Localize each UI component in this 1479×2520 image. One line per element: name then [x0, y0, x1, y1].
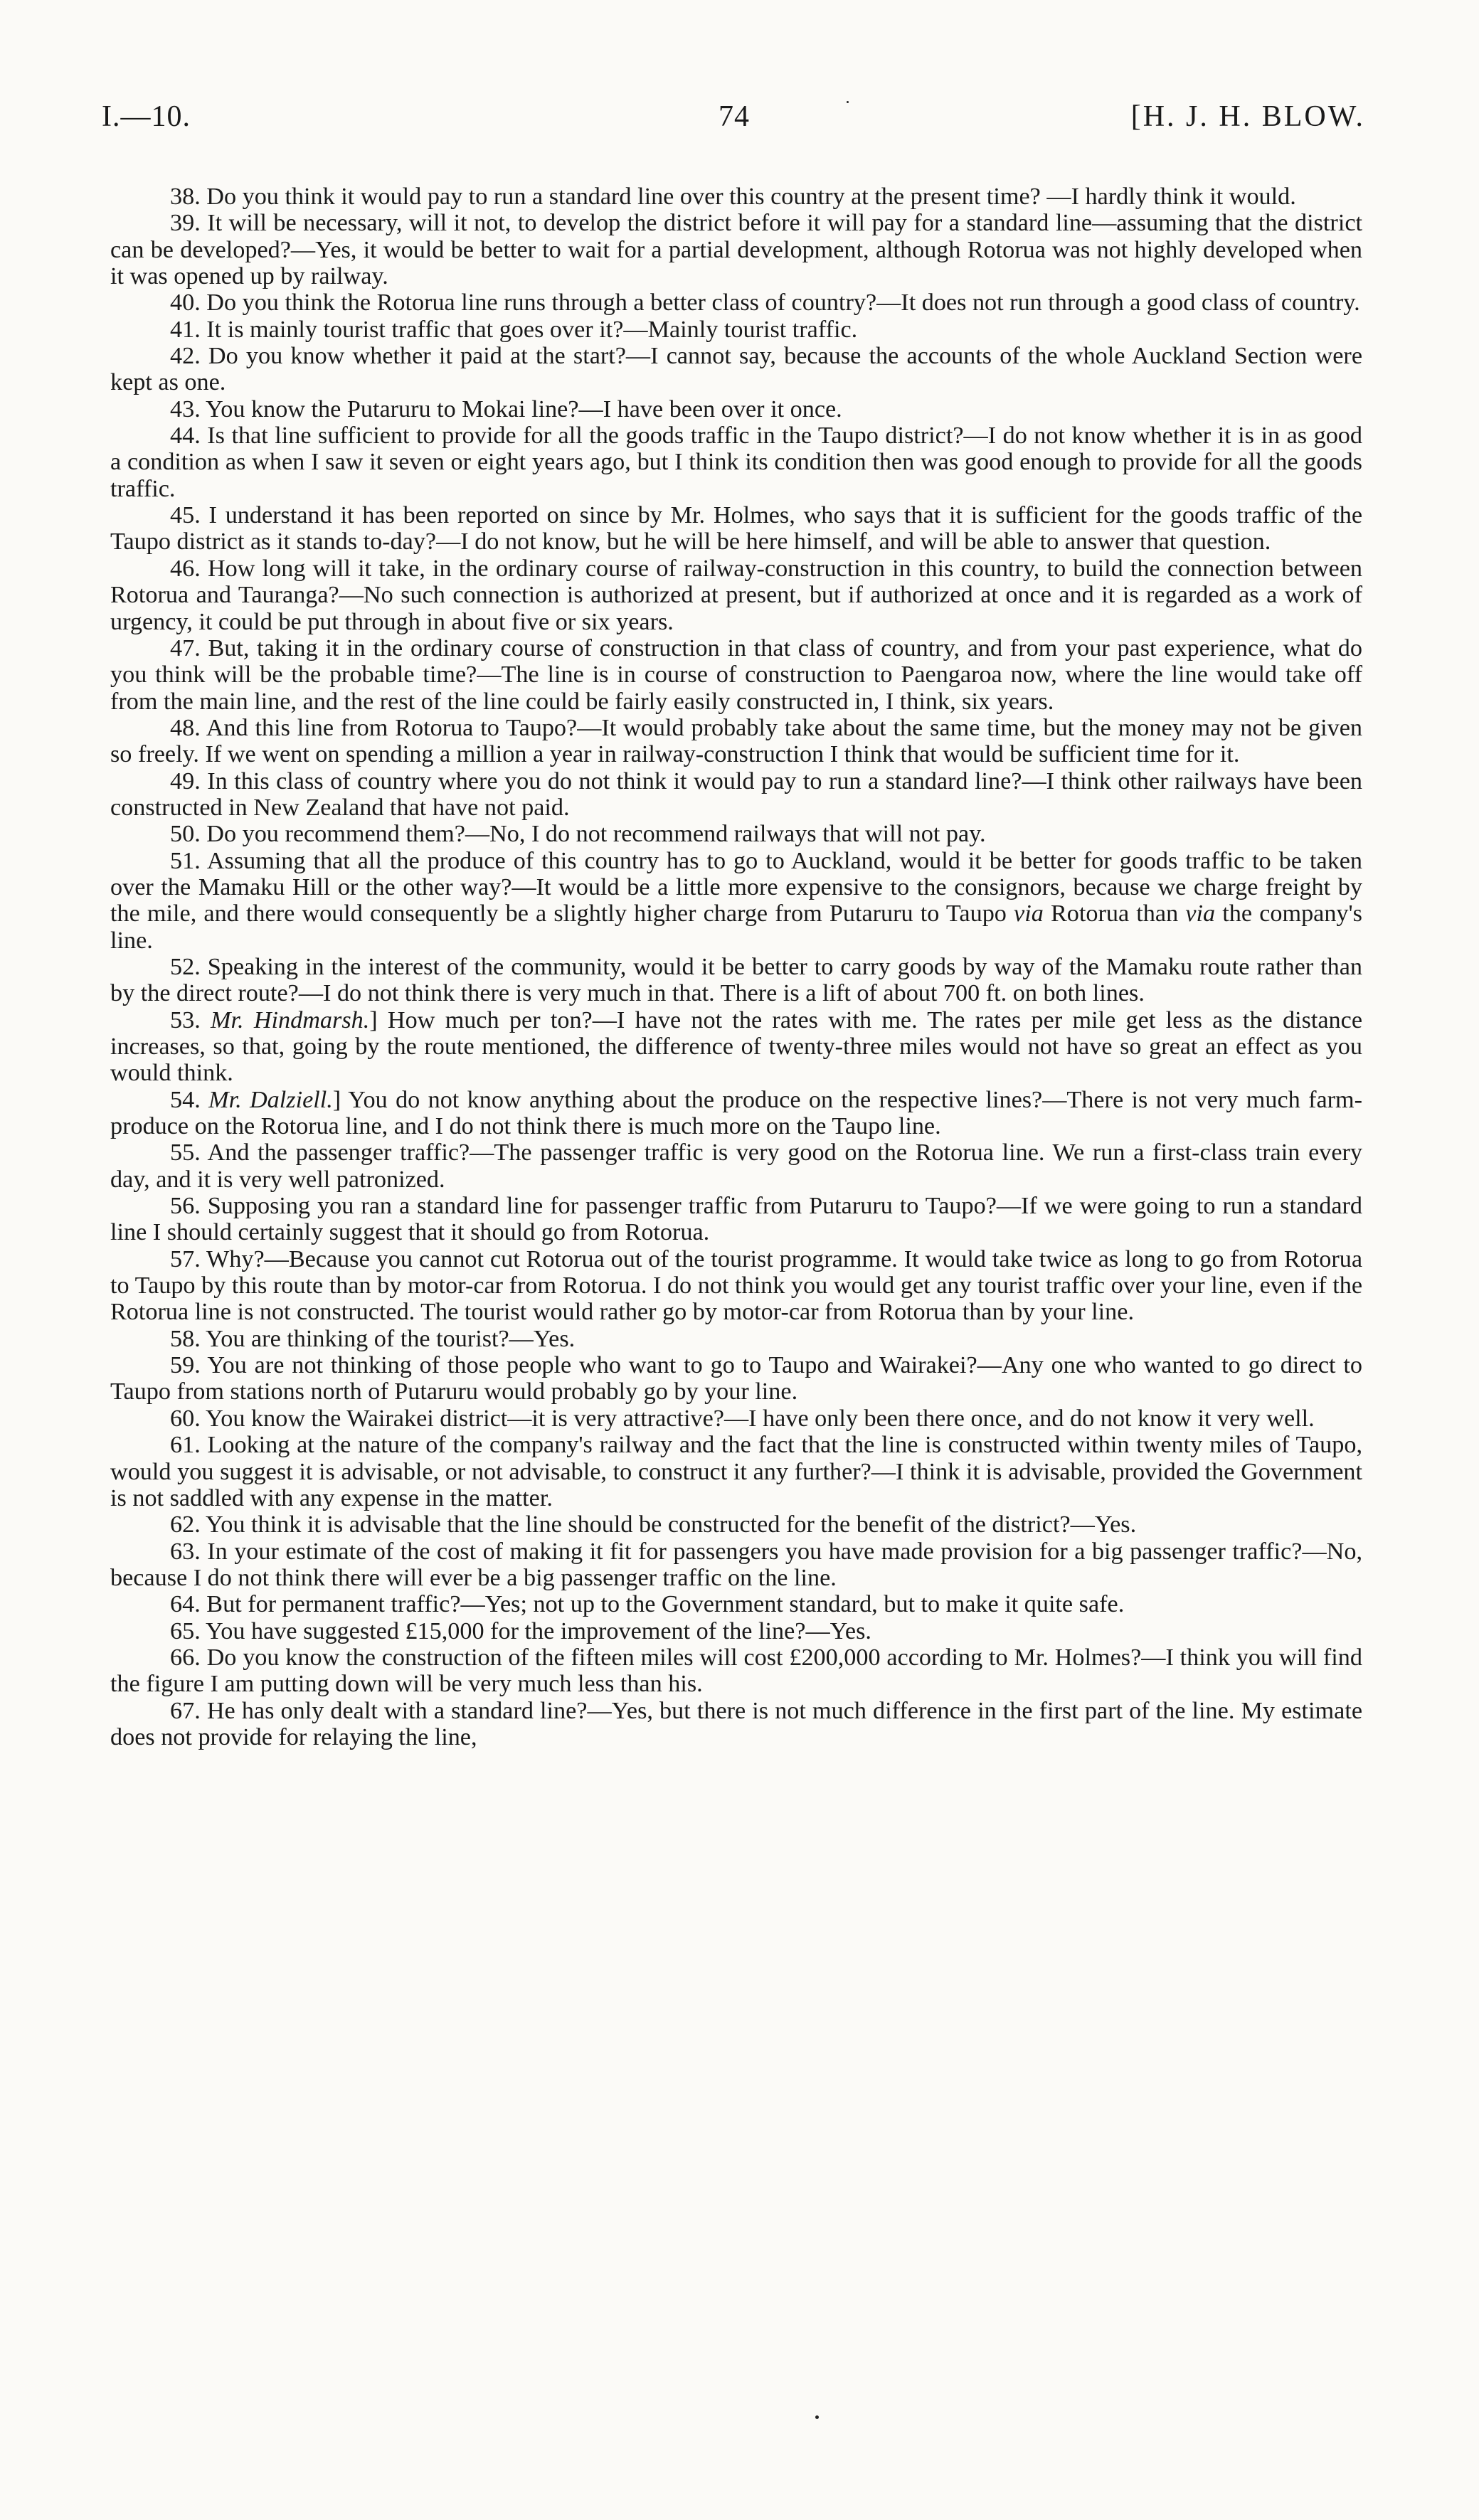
testimony-paragraph [110, 1326, 1362, 1352]
testimony-paragraph [110, 1139, 1362, 1193]
paragraph-text: 38. Do you think it would pay to run a standard line over this country at the present time? —I hardly think it would. [170, 184, 1296, 210]
testimony-paragraph [110, 502, 1362, 555]
paragraph-text: 46. How long will it take, in the ordinary course of railway-construction in this country, to build the connection between Rotorua and Tauranga?—No such connection is authorized at present, but if authorized at once and it is regarded as a work of urgency, it could be put through in about five or six years. [110, 555, 1362, 635]
paragraph-text: 52. Speaking in the interest of the community, would it be better to carry goods by way of the Mamaku route rather than by the direct route?—I do not think there is very much in that. There is a lift of about 700 ft. on both lines. [110, 953, 1362, 1007]
testimony-paragraph [110, 1193, 1362, 1246]
testimony-paragraph [110, 635, 1362, 715]
paragraph-text: the company's line. [110, 900, 1362, 954]
testimony-paragraph [110, 715, 1362, 768]
witness-name: [H. J. H. BLOW. [1130, 100, 1365, 133]
paragraph-text: 61. Looking at the nature of the company's railway and the fact that the line is constructed within twenty miles of Taupo, would you suggest it is advisable, or not advisable, to construct it any further?—I think it is advisable, provided the Government is not saddled with any expense in the matter. [110, 1432, 1362, 1511]
paragraph-text: ] How much per ton?—I have not the rates with me. The rates per mile get less as the distance increases, so that, going by the route mentioned, the difference of twenty-three miles would not have so great an effect as you would think. [110, 1006, 1362, 1087]
paragraph-text: 60. You know the Wairakei district—it is very attractive?—I have only been there once, and do not know it very well. [170, 1405, 1315, 1432]
italic-text: via [1185, 900, 1216, 927]
paragraph-text: 63. In your estimate of the cost of making it fit for passengers you have made provision for a big passenger traffic?—No, because I do not think there will ever be a big passenger traffic on the line. [110, 1538, 1362, 1591]
testimony-paragraph [110, 1087, 1362, 1140]
paragraph-text: 57. Why?—Because you cannot cut Rotorua out of the tourist programme. It would take twice as long to go from Rotorua to Taupo by this route than by motor-car from Rotorua. I do not think you would get any tourist traffic over your line, even if the Rotorua line is not constructed. The tourist would rather go by motor-car from Rotorua than by your line. [110, 1245, 1362, 1326]
paragraph-text: 41. It is mainly tourist traffic that goes over it?—Mainly tourist traffic. [170, 316, 858, 343]
testimony-paragraph [110, 289, 1362, 316]
testimony-paragraph [110, 1007, 1362, 1087]
paragraph-text: 43. You know the Putaruru to Mokai line?—I have been over it once. [170, 395, 842, 422]
paragraph-text: 56. Supposing you ran a standard line for passenger traffic from Putaruru to Taupo?—If we were going to run a standard line I should certainly suggest that it should go from Rotorua. [110, 1193, 1362, 1246]
testimony-paragraph [110, 343, 1362, 396]
paragraph-text: 59. You are not thinking of those people who want to go to Taupo and Wairakei?—Any one who wanted to go direct to Taupo from stations north of Putaruru would probably go by your line. [110, 1352, 1362, 1405]
testimony-paragraph [110, 1405, 1362, 1432]
paragraph-text: 49. In this class of country where you do not think it would pay to run a standard line?—I think other railways have been constructed in New Zealand that have not paid. [110, 767, 1362, 821]
testimony-paragraph [110, 821, 1362, 847]
testimony-body [110, 184, 1362, 1750]
testimony-paragraph [110, 1591, 1362, 1617]
paragraph-text: 48. And this line from Rotorua to Taupo?—It would probably take about the same time, but the money may not be given so freely. If we went on spending a million a year in railway-construction I think that would be sufficient time for it. [110, 714, 1362, 768]
paragraph-text: 44. Is that line sufficient to provide for all the goods traffic in the Taupo district?—I do not know whether it is in as good a condition as when I saw it seven or eight years ago, but I think its condition then was good enough to provide for all the goods traffic. [110, 422, 1362, 502]
paragraph-text: 65. You have suggested £15,000 for the improvement of the line?—Yes. [170, 1617, 871, 1644]
testimony-paragraph [110, 1511, 1362, 1538]
page-reference: I.—10. [102, 100, 191, 133]
paragraph-text: ] You do not know anything about the produce on the respective lines?—There is not very much farm-produce on the Rotorua line, and I do not think there is much more on the Taupo line. [110, 1086, 1363, 1140]
testimony-paragraph [110, 422, 1362, 502]
italic-text: via [1014, 900, 1044, 927]
paragraph-text: 62. You think it is advisable that the line should be constructed for the benefit of the district?—Yes. [170, 1511, 1137, 1538]
testimony-paragraph [110, 954, 1362, 1007]
paragraph-text: 64. But for permanent traffic?—Yes; not up to the Government standard, but to make it quite safe. [170, 1591, 1125, 1618]
testimony-paragraph [110, 768, 1362, 822]
paragraph-text: 53. [170, 1006, 211, 1033]
testimony-paragraph [110, 1644, 1362, 1698]
paragraph-text: 51. Assuming that all the produce of this country has to go to Auckland, would it be better for goods traffic to be taken over the Mamaku Hill or the other way?—It would be a little more expensive to the consignors, because we charge freight by the mile, and there would consequently be a slightly higher charge from Putaruru to Taupo [110, 847, 1362, 927]
italic-text: Mr. Hindmarsh. [211, 1006, 370, 1033]
testimony-paragraph [110, 210, 1362, 289]
testimony-paragraph [110, 555, 1362, 635]
testimony-paragraph [110, 1618, 1362, 1644]
italic-text: Mr. Dalziell. [208, 1086, 333, 1113]
paragraph-text: Rotorua than [1043, 900, 1186, 927]
paragraph-text: 45. I understand it has been reported on since by Mr. Holmes, who says that it is sufficient for the goods traffic of the Taupo district as it stands to-day?—I do not know, but he will be here himself, and will be able to answer that question. [110, 502, 1362, 555]
paragraph-text: 39. It will be necessary, will it not, to develop the district before it will pay for a standard line—assuming that the district can be developed?—Yes, it would be better to wait for a partial development, although Rotorua was not highly developed when it was opened up by railway. [110, 210, 1362, 290]
paragraph-text: 47. But, taking it in the ordinary course of construction in that class of country, and from your past experience, what do you think will be the probable time?—The line is in course of construction to Paengaroa now, where the line would take off from the main line, and the rest of the line could be fairly easily constructed in, I think, six years. [110, 634, 1362, 715]
paragraph-text: 40. Do you think the Rotorua line runs through a better class of country?—It does not run through a good class of country. [170, 289, 1360, 317]
testimony-paragraph [110, 184, 1362, 210]
testimony-paragraph [110, 1538, 1362, 1592]
paragraph-text: 54. [170, 1086, 209, 1113]
decorative-dot [815, 2415, 819, 2419]
paragraph-text: 42. Do you know whether it paid at the start?—I cannot say, because the accounts of the whole Auckland Section were kept as one. [110, 343, 1362, 396]
paragraph-text: 67. He has only dealt with a standard line?—Yes, but there is not much difference in the first part of the line. My estimate does not provide for relaying the line, [110, 1697, 1362, 1750]
decorative-dot [847, 101, 849, 103]
testimony-paragraph [110, 1352, 1362, 1405]
testimony-paragraph [110, 848, 1362, 954]
page-number: 74 [719, 100, 750, 133]
testimony-paragraph [110, 1698, 1362, 1751]
paragraph-text: 66. Do you know the construction of the fifteen miles will cost £200,000 according to Mr. Holmes?—I think you will find the figure I am putting down will be very much less than his. [110, 1644, 1362, 1698]
testimony-paragraph [110, 1246, 1362, 1326]
testimony-paragraph [110, 1432, 1362, 1511]
paragraph-text: 55. And the passenger traffic?—The passenger traffic is very good on the Rotorua line. We run a first-class train every day, and it is very well patronized. [110, 1139, 1362, 1193]
testimony-paragraph [110, 317, 1362, 343]
paragraph-text: 58. You are thinking of the tourist?—Yes. [170, 1325, 576, 1352]
paragraph-text: 50. Do you recommend them?—No, I do not recommend railways that will not pay. [170, 821, 986, 848]
testimony-paragraph [110, 396, 1362, 422]
